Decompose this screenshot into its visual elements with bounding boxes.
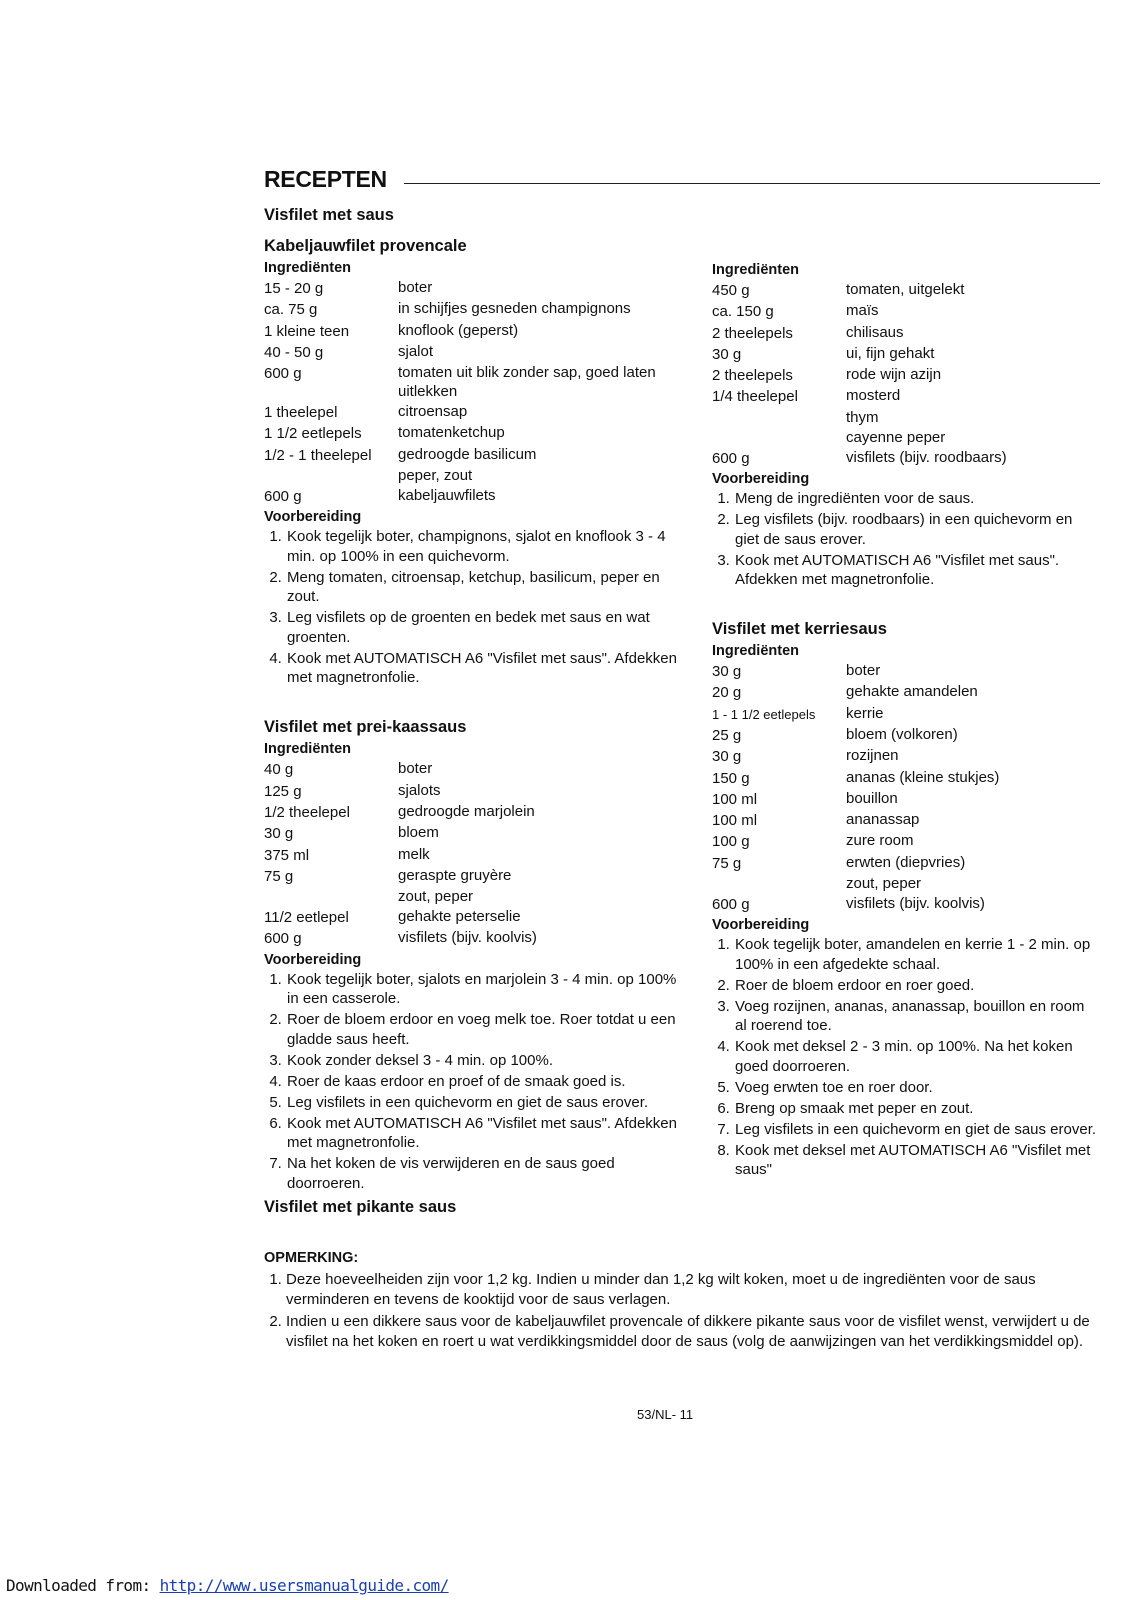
ingredient-row bbox=[712, 831, 1100, 852]
preparation-step: 4. Kook met deksel 2 - 3 min. op 100%. Na het koken goed doorroeren. bbox=[734, 1037, 1100, 1076]
ingredient-amount: 125 g bbox=[264, 782, 302, 800]
ingredient-row bbox=[712, 894, 1100, 915]
ingredient-row bbox=[264, 466, 682, 486]
recipe-title: Kabeljauwfilet provencale bbox=[264, 237, 467, 255]
ingredient-amount: 600 g bbox=[712, 449, 750, 467]
spacer bbox=[264, 689, 682, 715]
ingredient-row bbox=[264, 823, 682, 844]
preparation-step: 1. Kook tegelijk boter, sjalots en marjolein 3 - 4 min. op 100% in een casserole. bbox=[286, 970, 682, 1009]
ingredient-amount: 1/2 theelepel bbox=[264, 803, 350, 821]
preparation-step: 2. Meng tomaten, citroensap, ketchup, basilicum, peper en zout. bbox=[286, 568, 682, 607]
ingredient-amount: 600 g bbox=[264, 930, 302, 948]
ingredient-row bbox=[712, 682, 1100, 703]
ingredient-row bbox=[264, 928, 682, 949]
ingredient-row bbox=[264, 445, 682, 466]
ingredient-name: geraspte gruyère bbox=[398, 866, 512, 884]
ingredient-name: boter bbox=[398, 279, 433, 296]
preparation-steps bbox=[264, 527, 682, 688]
recipe-title: Visfilet met prei-kaassaus bbox=[264, 718, 467, 737]
ingredient-name: bloem (volkoren) bbox=[846, 725, 958, 743]
preparation-step: 3. Leg visfilets op de groenten en bedek met saus en wat groenten. bbox=[286, 608, 682, 647]
ingredient-name: bloem bbox=[398, 824, 439, 842]
preparation-step: 5. Leg visfilets in een quichevorm en giet de saus erover. bbox=[286, 1093, 682, 1113]
note-item: 2. Indien u een dikkere saus voor de kabeljauwfilet provencale of dikkere pikante saus voor de visfilet wenst, verwijdert u de visfilet na het koken en roert u wat verdikkingsmiddel door de saus (volg de aanwijzingen van het verdikkingsmiddel op). bbox=[286, 1312, 1100, 1351]
ingredient-amount: 375 ml bbox=[264, 846, 310, 864]
recipe-visfilet-pikante-saus bbox=[712, 260, 1100, 590]
note-title: OPMERKING: bbox=[264, 1250, 359, 1266]
ingredient-name: zout, peper bbox=[846, 875, 922, 893]
preparation-heading: Voorbereiding bbox=[264, 951, 362, 968]
ingredient-row bbox=[264, 887, 682, 907]
ingredient-row bbox=[264, 781, 682, 802]
ingredient-row bbox=[264, 278, 682, 299]
ingredient-name: peper, zout bbox=[398, 467, 473, 485]
ingredient-row bbox=[264, 321, 682, 342]
ingredient-name: knoflook (geperst) bbox=[398, 321, 519, 339]
ingredient-row bbox=[712, 386, 1100, 407]
ingredient-amount: 100 ml bbox=[712, 790, 758, 808]
ingredient-name: gehakte peterselie bbox=[398, 908, 521, 926]
ingredient-name: ui, fijn gehakt bbox=[846, 344, 935, 362]
ingredient-name: gedroogde basilicum bbox=[398, 445, 537, 463]
ingredient-amount: 11/2 eetlepel bbox=[264, 909, 349, 927]
preparation-step: 5. Voeg erwten toe en roer door. bbox=[734, 1078, 1100, 1098]
ingredient-amount: 450 g bbox=[712, 282, 750, 299]
preparation-step: 8. Kook met deksel met AUTOMATISCH A6 "Visfilet met saus" bbox=[734, 1141, 1100, 1180]
right-column bbox=[712, 260, 1100, 1181]
ingredient-amount: 15 - 20 g bbox=[264, 280, 324, 297]
ingredient-name: bouillon bbox=[846, 789, 898, 807]
ingredient-row bbox=[712, 448, 1100, 469]
ingredient-row bbox=[264, 342, 682, 363]
ingredient-row bbox=[712, 789, 1100, 810]
ingredient-amount bbox=[264, 887, 398, 907]
preparation-step: 1. Kook tegelijk boter, amandelen en kerrie 1 - 2 min. op 100% in een afgedekte schaal. bbox=[734, 935, 1100, 974]
ingredient-name: visfilets (bijv. roodbaars) bbox=[846, 448, 1007, 466]
ingredient-amount: 75 g bbox=[712, 854, 742, 872]
ingredient-name: boter bbox=[846, 662, 881, 680]
ingredient-amount bbox=[264, 466, 398, 486]
ingredient-amount: 40 - 50 g bbox=[264, 343, 324, 361]
ingredient-row bbox=[712, 725, 1100, 746]
recipe-title: Visfilet met kerriesaus bbox=[712, 620, 887, 639]
ingredient-amount: 30 g bbox=[264, 825, 294, 843]
page-header bbox=[264, 166, 1100, 200]
recipe-kabeljauwfilet-provencale bbox=[264, 234, 682, 688]
ingredient-name: rode wijn azijn bbox=[846, 366, 942, 384]
ingredient-amount: 1 - 1 1/2 eetlepels bbox=[712, 706, 816, 722]
preparation-heading: Voorbereiding bbox=[712, 917, 810, 934]
note-list bbox=[264, 1270, 1100, 1351]
ingredient-amount: 2 theelepels bbox=[712, 324, 793, 342]
ingredient-row bbox=[264, 423, 682, 444]
ingredient-name: erwten (diepvries) bbox=[846, 853, 966, 871]
ingredient-amount: 1/4 theelepel bbox=[712, 388, 798, 406]
ingredient-row bbox=[712, 853, 1100, 874]
ingredient-amount: 600 g bbox=[712, 896, 750, 914]
preparation-step: 3. Kook zonder deksel 3 - 4 min. op 100%. bbox=[286, 1051, 682, 1071]
preparation-step: 4. Roer de kaas erdoor en proef of de smaak goed is. bbox=[286, 1072, 682, 1092]
ingredient-name: tomaten uit blik zonder sap, goed laten uitlekken bbox=[398, 364, 656, 401]
preparation-step: 2. Leg visfilets (bijv. roodbaars) in een quichevorm en giet de saus erover. bbox=[734, 510, 1100, 549]
download-label: Downloaded from: bbox=[6, 1576, 160, 1595]
ingredient-amount: 1 1/2 eetlepels bbox=[264, 425, 362, 443]
note-section bbox=[264, 1250, 1100, 1354]
ingredient-name: ananas (kleine stukjes) bbox=[846, 768, 1000, 786]
preparation-steps bbox=[712, 935, 1100, 1180]
ingredient-row bbox=[264, 845, 682, 866]
ingredient-row bbox=[264, 866, 682, 887]
ingredient-name: kabeljauwfilets bbox=[398, 487, 496, 505]
preparation-step: 1. Kook tegelijk boter, champignons, sjalot en knoflook 3 - 4 min. op 100% in een quichevorm. bbox=[286, 527, 682, 566]
ingredients-heading: Ingrediënten bbox=[264, 260, 352, 276]
recipe-title-pikante-saus: Visfilet met pikante saus bbox=[264, 1197, 457, 1216]
ingredient-name: kerrie bbox=[846, 704, 884, 722]
ingredient-name: sjalots bbox=[398, 781, 441, 799]
ingredient-row bbox=[712, 408, 1100, 428]
ingredient-name: visfilets (bijv. koolvis) bbox=[846, 895, 985, 913]
preparation-heading: Voorbereiding bbox=[712, 471, 810, 488]
ingredient-amount: 30 g bbox=[712, 345, 742, 363]
ingredient-row bbox=[712, 280, 1100, 301]
ingredient-row bbox=[264, 802, 682, 823]
ingredient-amount: 600 g bbox=[264, 488, 302, 506]
ingredient-row bbox=[712, 344, 1100, 365]
preparation-step: 2. Roer de bloem erdoor en voeg melk toe. Roer totdat u een gladde saus heeft. bbox=[286, 1010, 682, 1049]
ingredient-amount: 100 ml bbox=[712, 812, 758, 830]
ingredient-name: maïs bbox=[846, 302, 879, 320]
ingredient-name: sjalot bbox=[398, 342, 434, 360]
ingredient-row bbox=[264, 759, 682, 780]
ingredient-row bbox=[264, 363, 682, 402]
ingredient-name: gedroogde marjolein bbox=[398, 802, 535, 820]
page-title: RECEPTEN bbox=[264, 166, 387, 192]
ingredient-amount: 30 g bbox=[712, 663, 742, 681]
ingredient-name: citroensap bbox=[398, 403, 468, 421]
preparation-step: 1. Meng de ingrediënten voor de saus. bbox=[734, 489, 1100, 509]
ingredient-row bbox=[712, 704, 1100, 725]
ingredient-row bbox=[712, 746, 1100, 767]
ingredient-row bbox=[712, 768, 1100, 789]
ingredients-heading: Ingrediënten bbox=[712, 262, 800, 278]
ingredient-amount bbox=[712, 428, 846, 448]
ingredient-name: thym bbox=[846, 408, 879, 426]
ingredient-row bbox=[712, 874, 1100, 894]
ingredient-name: tomatenketchup bbox=[398, 424, 505, 442]
ingredient-amount bbox=[712, 874, 846, 894]
preparation-step: 7. Leg visfilets in een quichevorm en giet de saus erover. bbox=[734, 1120, 1100, 1140]
ingredients-table bbox=[712, 280, 1100, 469]
recipe-visfilet-kerriesaus bbox=[712, 617, 1100, 1180]
download-link[interactable]: http://www.usersmanualguide.com/ bbox=[159, 1576, 449, 1595]
ingredient-row bbox=[264, 486, 682, 507]
ingredient-amount: ca. 150 g bbox=[712, 303, 774, 321]
ingredients-table bbox=[264, 759, 682, 949]
ingredient-name: rozijnen bbox=[846, 747, 899, 765]
preparation-step: 3. Kook met AUTOMATISCH A6 "Visfilet met saus". Afdekken met magnetronfolie. bbox=[734, 551, 1100, 590]
ingredient-name: melk bbox=[398, 845, 430, 863]
recipe-visfilet-prei-kaassaus bbox=[264, 715, 682, 1218]
ingredient-row bbox=[264, 907, 682, 928]
ingredient-name: visfilets (bijv. koolvis) bbox=[398, 929, 537, 947]
ingredient-name: zout, peper bbox=[398, 888, 474, 906]
ingredient-row bbox=[712, 810, 1100, 831]
ingredient-amount: 100 g bbox=[712, 833, 750, 851]
ingredients-heading: Ingrediënten bbox=[264, 741, 352, 758]
ingredient-amount: 150 g bbox=[712, 769, 750, 787]
ingredient-row bbox=[712, 661, 1100, 682]
ingredient-amount: 20 g bbox=[712, 684, 742, 702]
title-rule bbox=[404, 183, 1100, 184]
preparation-step: 6. Kook met AUTOMATISCH A6 "Visfilet met saus". Afdekken met magnetronfolie. bbox=[286, 1114, 682, 1153]
ingredient-amount: 1/2 - 1 theelepel bbox=[264, 446, 372, 464]
ingredient-name: zure room bbox=[846, 832, 914, 850]
section-title: Visfilet met saus bbox=[264, 206, 394, 224]
preparation-step: 3. Voeg rozijnen, ananas, ananassap, bouillon en room al roerend toe. bbox=[734, 997, 1100, 1036]
ingredient-amount: 30 g bbox=[712, 748, 742, 766]
preparation-steps bbox=[712, 489, 1100, 590]
ingredient-name: in schijfjes gesneden champignons bbox=[398, 300, 631, 318]
ingredient-amount: 1 theelepel bbox=[264, 404, 338, 422]
ingredient-row bbox=[712, 428, 1100, 448]
ingredients-heading: Ingrediënten bbox=[712, 643, 800, 660]
ingredient-row bbox=[712, 301, 1100, 322]
ingredient-amount: 600 g bbox=[264, 365, 302, 383]
preparation-steps bbox=[264, 970, 682, 1194]
ingredient-name: gehakte amandelen bbox=[846, 683, 978, 701]
ingredient-amount: ca. 75 g bbox=[264, 301, 318, 319]
ingredient-amount: 2 theelepels bbox=[712, 367, 793, 385]
ingredient-amount: 40 g bbox=[264, 761, 294, 779]
ingredient-amount bbox=[712, 408, 846, 428]
ingredient-name: ananassap bbox=[846, 811, 920, 829]
ingredient-name: tomaten, uitgelekt bbox=[846, 281, 965, 298]
ingredient-name: cayenne peper bbox=[846, 428, 946, 446]
ingredient-row bbox=[264, 299, 682, 320]
ingredient-row bbox=[712, 323, 1100, 344]
download-footer bbox=[6, 1576, 449, 1595]
ingredient-name: mosterd bbox=[846, 387, 901, 405]
page-number: 53/NL- 11 bbox=[637, 1407, 694, 1422]
note-item: 1. Deze hoeveelheiden zijn voor 1,2 kg. Indien u minder dan 1,2 kg wilt koken, moet u de ingrediënten voor de saus verminderen en tevens de kooktijd voor de saus verlagen. bbox=[286, 1270, 1100, 1309]
preparation-step: 4. Kook met AUTOMATISCH A6 "Visfilet met saus". Afdekken met magnetronfolie. bbox=[286, 649, 682, 688]
ingredient-amount: 75 g bbox=[264, 867, 294, 885]
left-column bbox=[264, 234, 682, 1219]
ingredient-amount: 1 kleine teen bbox=[264, 322, 350, 340]
preparation-step: 7. Na het koken de vis verwijderen en de saus goed doorroeren. bbox=[286, 1154, 682, 1193]
ingredients-table bbox=[712, 661, 1100, 915]
preparation-heading: Voorbereiding bbox=[264, 509, 362, 526]
ingredient-name: boter bbox=[398, 760, 433, 778]
ingredient-amount: 25 g bbox=[712, 726, 742, 744]
preparation-step: 2. Roer de bloem erdoor en roer goed. bbox=[734, 976, 1100, 996]
preparation-step: 6. Breng op smaak met peper en zout. bbox=[734, 1099, 1100, 1119]
ingredient-name: chilisaus bbox=[846, 323, 904, 341]
spacer bbox=[712, 591, 1100, 617]
ingredient-row bbox=[264, 402, 682, 423]
ingredient-row bbox=[712, 365, 1100, 386]
ingredients-table bbox=[264, 278, 682, 507]
